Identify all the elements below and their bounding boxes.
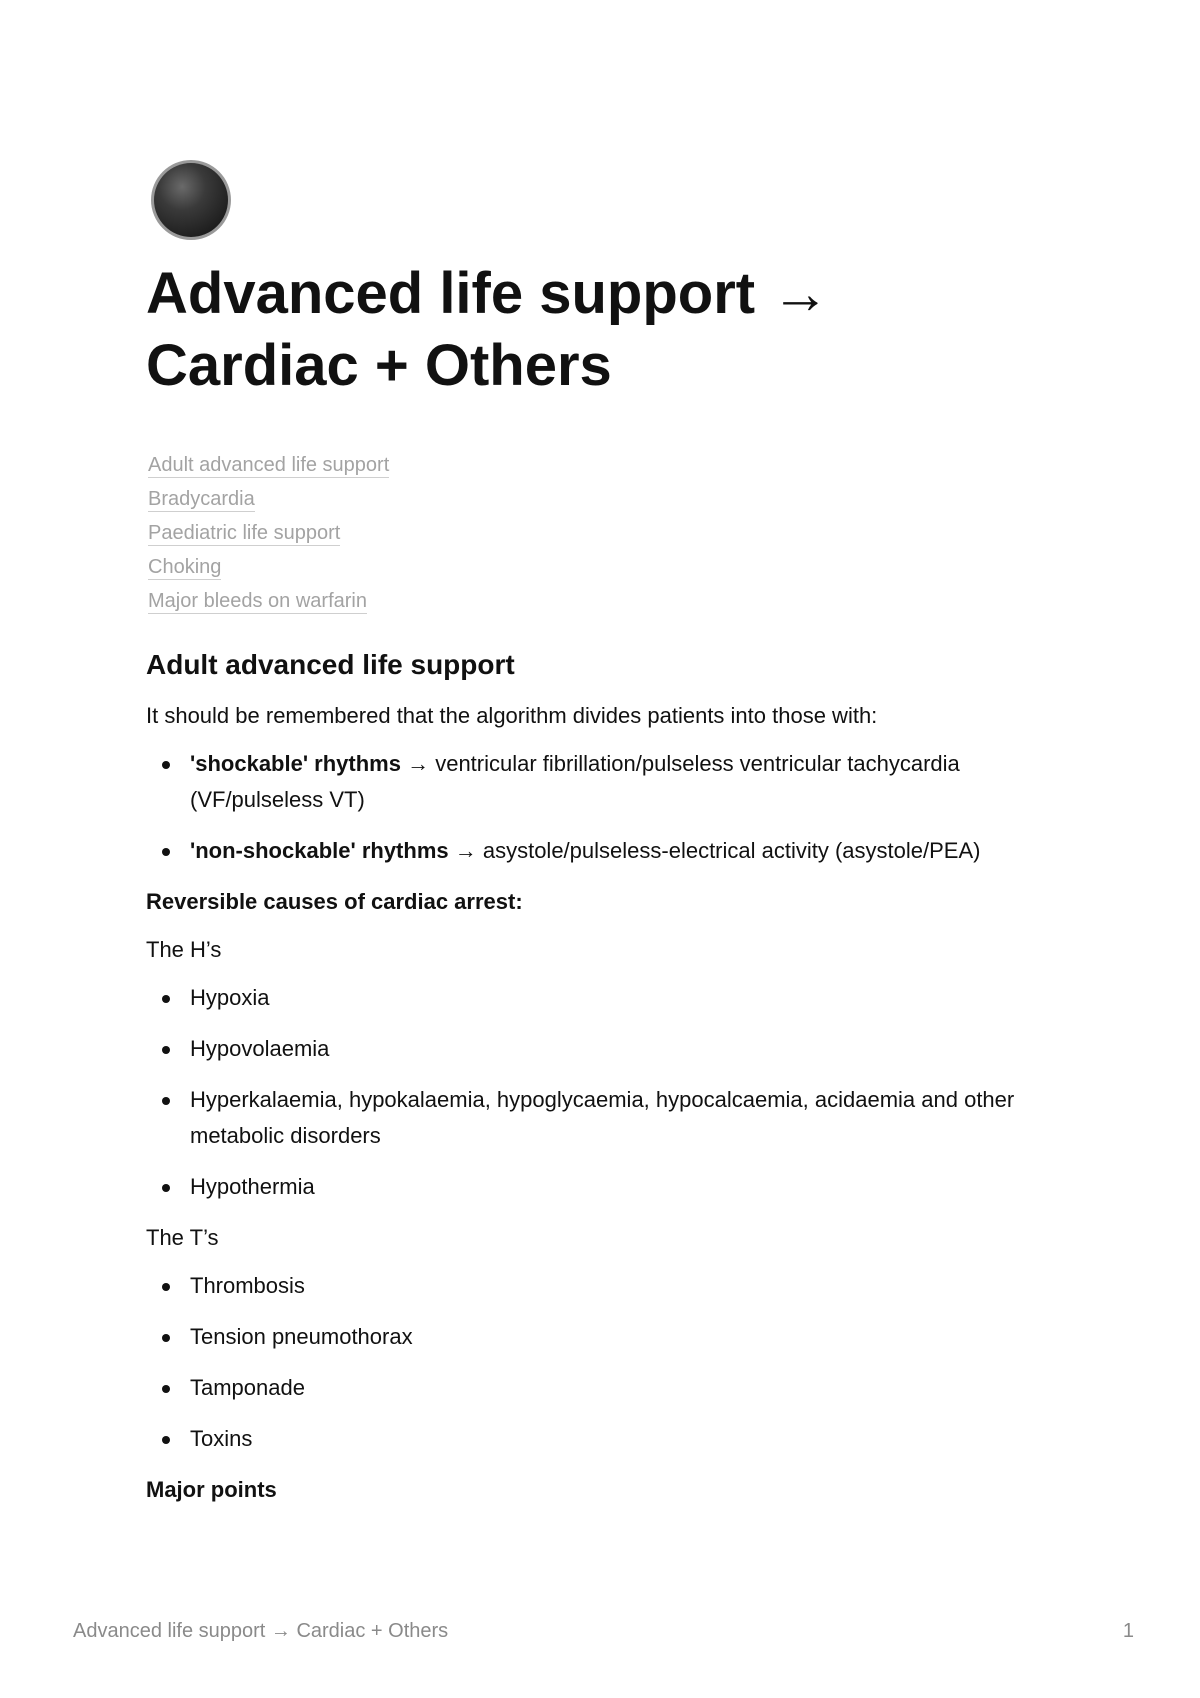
bullet-icon [162, 1436, 170, 1444]
list-item [146, 1421, 1076, 1457]
list-item [146, 1319, 1076, 1355]
list-item-text: Toxins [190, 1426, 253, 1451]
toc-link-adult-als[interactable]: Adult advanced life support [148, 454, 390, 476]
black-circle-icon [150, 159, 232, 241]
major-points-heading: Major points [146, 1477, 277, 1502]
list-item-text: Hyperkalaemia, hypokalaemia, hypoglycaemia, hypocalcaemia, acidaemia and other metabolic disorders [190, 1087, 1015, 1148]
list-item-text: Thrombosis [190, 1273, 305, 1298]
toc-link-choking[interactable]: Choking [148, 556, 222, 578]
ts-label: The T’s [146, 1225, 219, 1250]
bullet-icon [162, 995, 170, 1003]
rhythm-type: 'non-shockable' rhythms [190, 838, 449, 863]
ts-list [146, 1268, 1076, 1457]
bullet-icon [162, 1334, 170, 1342]
list-item-text: Hypothermia [190, 1174, 315, 1199]
list-item [146, 1169, 1076, 1205]
list-item-text: Hypovolaemia [190, 1036, 330, 1061]
hs-label: The H’s [146, 937, 222, 962]
list-item [146, 1082, 1076, 1154]
rhythm-description: → asystole/pulseless-electrical activity (asystole/PEA) [448, 838, 981, 863]
page-title-line1: Advanced life support → [146, 261, 830, 326]
toc-item [148, 554, 389, 588]
bullet-icon [162, 1046, 170, 1054]
intro-text: It should be remembered that the algorithm divides patients into those with: [146, 703, 878, 728]
toc-item [148, 452, 389, 486]
list-item [146, 833, 1076, 869]
toc-item [148, 486, 389, 520]
page-title-line2: Cardiac + Others [146, 333, 612, 398]
list-item-text: Tension pneumothorax [190, 1324, 413, 1349]
bullet-icon [162, 1184, 170, 1192]
list-item [146, 1031, 1076, 1067]
hs-list [146, 980, 1076, 1205]
bullet-icon [162, 1385, 170, 1393]
bullet-icon [162, 1283, 170, 1291]
toc-link-major-bleeds[interactable]: Major bleeds on warfarin [148, 590, 367, 612]
toc-item [148, 588, 389, 622]
page-number: 1 [1122, 1620, 1134, 1642]
toc-item [148, 520, 389, 554]
list-item-text: Hypoxia [190, 985, 270, 1010]
footer-title: Advanced life support → Cardiac + Others [73, 1620, 449, 1642]
rhythm-list [146, 746, 1076, 869]
bullet-icon [162, 761, 170, 769]
bullet-icon [162, 848, 170, 856]
list-item [146, 980, 1076, 1016]
list-item [146, 746, 1076, 818]
table-of-contents [148, 452, 389, 622]
list-item [146, 1268, 1076, 1304]
bullet-icon [162, 1097, 170, 1105]
reversible-causes-heading: Reversible causes of cardiac arrest: [146, 889, 523, 914]
toc-link-bradycardia[interactable]: Bradycardia [148, 488, 255, 510]
main-content [146, 648, 1076, 1508]
page-title [146, 258, 1046, 402]
rhythm-type: 'shockable' rhythms [190, 751, 401, 776]
list-item-text: Tamponade [190, 1375, 305, 1400]
rhythm-description: → ventricular fibrillation/pulseless ventricular tachycardia (VF/pulseless VT) [190, 751, 960, 812]
toc-link-paediatric[interactable]: Paediatric life support [148, 522, 341, 544]
section-heading: Adult advanced life support [146, 649, 515, 680]
list-item [146, 1370, 1076, 1406]
